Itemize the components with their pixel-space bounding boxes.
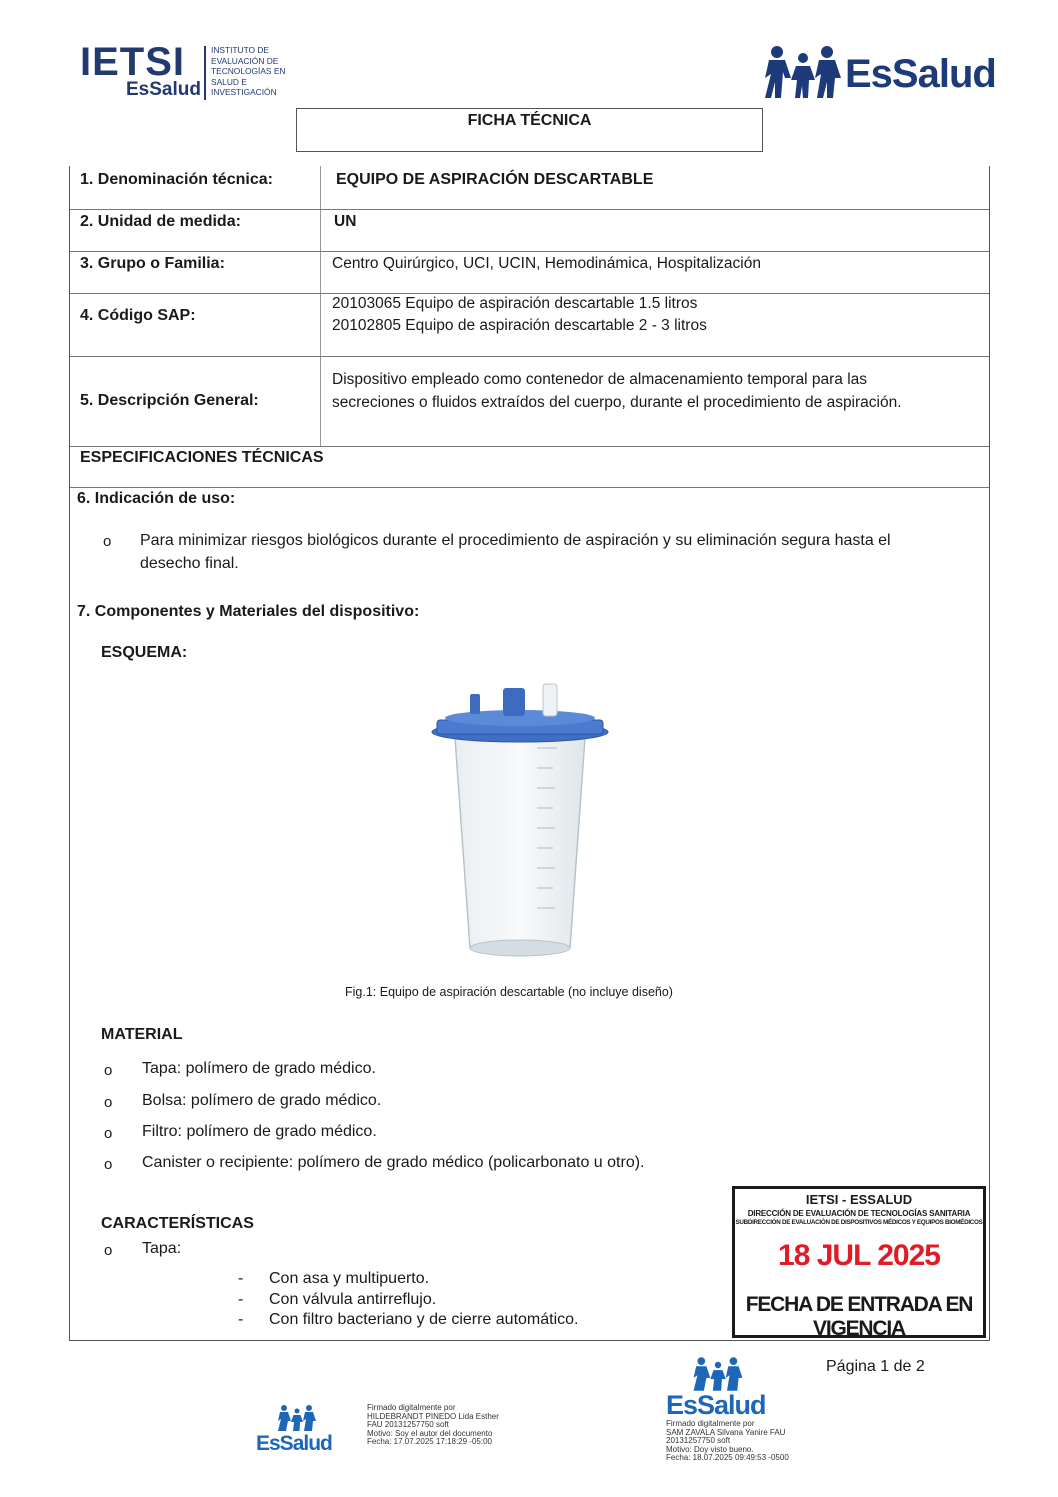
bullet: o — [104, 1062, 113, 1079]
digital-signature-2: Firmado digitalmente por SAM ZAVALA Silvana Yanire FAU 20131257750 soft Motivo: Doy visto bueno. Fecha: 18.07.2025 09:49:53 -0500 — [666, 1419, 789, 1463]
section-6-title: 6. Indicación de uso: — [77, 490, 236, 507]
ficha-title: FICHA TÉCNICA — [467, 112, 592, 129]
stamp-date: 18 JUL 2025 — [778, 1239, 940, 1272]
dash: - — [238, 1270, 244, 1287]
bullet: o — [104, 1156, 113, 1173]
ficha-title-box — [296, 108, 763, 152]
table-row: 2. Unidad de medida: UN — [70, 209, 989, 252]
bullet: o — [104, 1094, 113, 1111]
tapa-label: Tapa: — [142, 1240, 182, 1257]
essalud-logo — [763, 44, 996, 102]
esquema-heading: ESQUEMA: — [101, 644, 188, 661]
footer-logo-right — [666, 1356, 770, 1418]
specs-heading: ESPECIFICACIONES TÉCNICAS — [80, 449, 324, 466]
section-6-text: Para minimizar riesgos biológicos durante el procedimiento de aspiración y su eliminación segura hasta el — [140, 532, 891, 549]
table-row: 5. Descripción General: Dispositivo empleado como contenedor de almacenamiento temporal para las secreciones o fluidos extraídos del cuerpo, durante el procedimiento de aspiración. — [70, 356, 989, 447]
caracteristicas-heading: CARACTERÍSTICAS — [101, 1215, 254, 1232]
tapa-item: Con filtro bacteriano y de cierre automático. — [269, 1311, 579, 1328]
section-7-title: 7. Componentes y Materiales del dispositivo: — [77, 603, 420, 620]
material-item: Bolsa: polímero de grado médico. — [142, 1092, 382, 1109]
bullet: o — [104, 1242, 113, 1259]
bullet: o — [104, 1125, 113, 1142]
essalud-logo-text: EsSalud — [845, 52, 996, 96]
table-row: 4. Código SAP: 20103065 Equipo de aspiración descartable 1.5 litros 20102805 Equipo de aspiración descartable 2 - 3 litros — [70, 293, 989, 357]
material-item: Filtro: polímero de grado médico. — [142, 1123, 377, 1140]
page-number: Página 1 de 2 — [826, 1358, 925, 1375]
suction-canister-image — [425, 680, 615, 970]
dash: - — [238, 1291, 244, 1308]
family-icon — [275, 1404, 319, 1432]
ietsi-institute: INSTITUTO DE EVALUACIÓN DE TECNOLOGÍAS EN SALUD E INVESTIGACIÓN — [211, 45, 286, 98]
ietsi-logo-sub: EsSalud — [126, 79, 201, 100]
material-item: Canister o recipiente: polímero de grado médico (policarbonato u otro). — [142, 1154, 645, 1171]
material-heading: MATERIAL — [101, 1026, 183, 1043]
section-6-text: desecho final. — [140, 555, 239, 572]
ietsi-logo-text: IETSI — [80, 40, 186, 84]
table-row: 1. Denominación técnica: EQUIPO DE ASPIRACIÓN DESCARTABLE — [70, 166, 989, 210]
validity-stamp: IETSI - ESSALUD DIRECCIÓN DE EVALUACIÓN DE TECNOLOGÍAS SANITARIA SUBDIRECCIÓN DE EVALUACIÓN DE DISPOSITIVOS MÉDICOS Y EQUIPOS BIOMÉDICOS 18 JUL 2025 FECHA DE ENTRADA EN VIGENCIA — [732, 1186, 986, 1338]
figure-caption: Fig.1: Equipo de aspiración descartable (no incluye diseño) — [345, 985, 673, 999]
table-row: 3. Grupo o Familia: Centro Quirúrgico, UCI, UCIN, Hemodinámica, Hospitalización — [70, 251, 989, 294]
material-item: Tapa: polímero de grado médico. — [142, 1060, 376, 1077]
digital-signature-1: Firmado digitalmente por HILDEBRANDT PINEDO Lida Esther FAU 20131257750 soft Motivo: Soy el autor del documento Fecha: 17.07.2025 17:18:29 -05:00 — [367, 1403, 499, 1447]
footer-logo-left — [256, 1404, 338, 1456]
family-icon — [690, 1356, 746, 1392]
tapa-item: Con válvula antirreflujo. — [269, 1291, 437, 1308]
dash: - — [238, 1311, 244, 1328]
essalud-logo-text: EsSalud — [666, 1390, 766, 1420]
specs-heading-row — [70, 446, 989, 488]
ietsi-logo — [80, 42, 295, 102]
bullet: o — [103, 533, 112, 550]
tapa-item: Con asa y multipuerto. — [269, 1270, 430, 1287]
essalud-logo-text: EsSalud — [256, 1432, 332, 1455]
ietsi-divider — [204, 46, 206, 100]
family-icon — [763, 44, 843, 100]
